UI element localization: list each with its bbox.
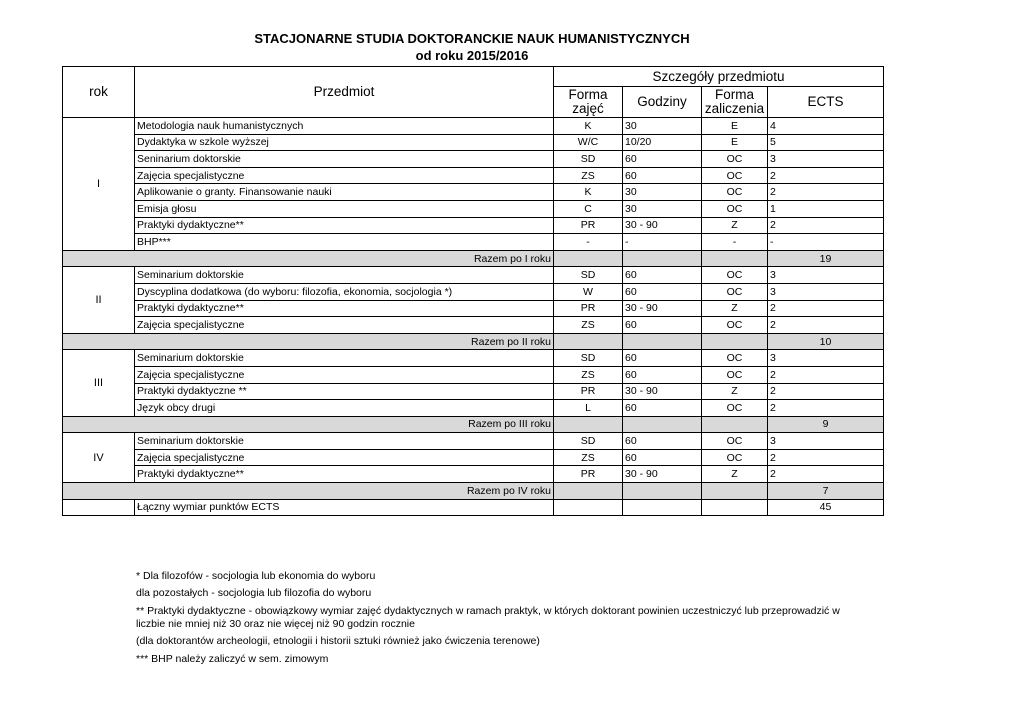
assessment-cell: OC	[702, 283, 768, 300]
ects-cell: 3	[768, 283, 884, 300]
hours-cell: 60	[623, 433, 702, 450]
subject-cell: Dyscyplina dodatkowa (do wyboru: filozofia, ekonomia, socjologia *)	[135, 283, 554, 300]
hours-cell: 30	[623, 118, 702, 135]
form-cell: W/C	[554, 134, 623, 151]
subject-cell: Zajęcia specjalistyczne	[135, 449, 554, 466]
empty-cell	[623, 499, 702, 516]
assessment-cell: OC	[702, 317, 768, 334]
hours-cell: 60	[623, 400, 702, 417]
form-cell: W	[554, 283, 623, 300]
header-przedmiot: Przedmiot	[135, 67, 554, 118]
curriculum-table	[62, 66, 884, 516]
assessment-cell: Z	[702, 383, 768, 400]
footnote-2: ** Praktyki dydaktyczne - obowiązkowy wymiar zajęć dydaktycznych w ramach praktyk, w których doktorant powinien uczestniczyć lub przeprowadzić w liczbie nie mniej niż 30 oraz nie więcej niż 90 godzin rocznie	[136, 605, 840, 630]
subject-cell: Zajęcia specjalistyczne	[135, 317, 554, 334]
table-row	[63, 234, 884, 251]
assessment-cell: OC	[702, 366, 768, 383]
ects-cell: 2	[768, 466, 884, 483]
subject-cell: Metodologia nauk humanistycznych	[135, 118, 554, 135]
year-total-value: 9	[768, 416, 884, 433]
hours-cell: 30 - 90	[623, 383, 702, 400]
hours-cell: 10/20	[623, 134, 702, 151]
hours-cell: 60	[623, 366, 702, 383]
table-row	[63, 134, 884, 151]
hours-cell: 30 - 90	[623, 300, 702, 317]
grand-total-row	[63, 499, 884, 516]
ects-cell: 1	[768, 200, 884, 217]
ects-cell: -	[768, 234, 884, 251]
table-row	[63, 283, 884, 300]
footnote-1b: dla pozostałych - socjologia lub filozofia do wyboru	[136, 587, 372, 599]
form-cell: C	[554, 200, 623, 217]
hours-cell: 30 - 90	[623, 466, 702, 483]
table-row	[63, 200, 884, 217]
ects-cell: 4	[768, 118, 884, 135]
year-total-row	[63, 416, 884, 433]
ects-cell: 2	[768, 400, 884, 417]
hours-cell: 60	[623, 283, 702, 300]
hours-cell: 60	[623, 449, 702, 466]
header-rok: rok	[63, 67, 135, 118]
form-cell: SD	[554, 350, 623, 367]
empty-cell	[554, 333, 623, 350]
year-total-label: Razem po III roku	[63, 416, 554, 433]
assessment-cell: OC	[702, 449, 768, 466]
year-total-row	[63, 250, 884, 267]
year-cell: III	[63, 350, 135, 416]
year-total-row	[63, 483, 884, 500]
document-title: STACJONARNE STUDIA DOKTORANCKIE NAUK HUMANISTYCZNYCH	[254, 31, 690, 46]
header-godziny: Godziny	[623, 87, 702, 118]
table-row	[63, 400, 884, 417]
empty-cell	[702, 483, 768, 500]
assessment-cell: OC	[702, 167, 768, 184]
table-row	[63, 317, 884, 334]
subject-cell: Język obcy drugi	[135, 400, 554, 417]
ects-cell: 3	[768, 151, 884, 168]
subject-cell: Seninarium doktorskie	[135, 151, 554, 168]
subject-cell: Seminarium doktorskie	[135, 350, 554, 367]
form-cell: SD	[554, 267, 623, 284]
form-cell: K	[554, 118, 623, 135]
ects-cell: 3	[768, 350, 884, 367]
header-szczegoly: Szczegóły przedmiotu	[554, 67, 884, 87]
footnote-2b: (dla doktorantów archeologii, etnologii i historii sztuki również jako ćwiczenia terenowe)	[136, 635, 540, 647]
form-cell: -	[554, 234, 623, 251]
table-row	[63, 184, 884, 201]
table-row	[63, 267, 884, 284]
subject-cell: Zajęcia specjalistyczne	[135, 167, 554, 184]
table-row	[63, 167, 884, 184]
ects-cell: 2	[768, 449, 884, 466]
assessment-cell: E	[702, 134, 768, 151]
table-row	[63, 433, 884, 450]
table-row	[63, 300, 884, 317]
subject-cell: Praktyki dydaktyczne**	[135, 217, 554, 234]
empty-cell	[554, 416, 623, 433]
header-ects: ECTS	[768, 87, 884, 118]
assessment-cell: Z	[702, 300, 768, 317]
ects-cell: 3	[768, 267, 884, 284]
hours-cell: 60	[623, 350, 702, 367]
subject-cell: Emisja głosu	[135, 200, 554, 217]
table-row	[63, 449, 884, 466]
empty-cell	[554, 483, 623, 500]
table-row	[63, 350, 884, 367]
assessment-cell: Z	[702, 466, 768, 483]
assessment-cell: OC	[702, 184, 768, 201]
empty-cell	[623, 333, 702, 350]
ects-cell: 2	[768, 383, 884, 400]
subject-cell: Praktyki dydaktyczne**	[135, 300, 554, 317]
form-cell: ZS	[554, 317, 623, 334]
assessment-cell: OC	[702, 433, 768, 450]
assessment-cell: OC	[702, 151, 768, 168]
ects-cell: 2	[768, 167, 884, 184]
form-cell: ZS	[554, 449, 623, 466]
empty-cell	[623, 250, 702, 267]
empty-cell	[63, 499, 135, 516]
footnote-1: * Dla filozofów - socjologia lub ekonomia do wyboru	[136, 570, 376, 582]
year-cell: IV	[63, 433, 135, 483]
year-total-value: 7	[768, 483, 884, 500]
assessment-cell: OC	[702, 267, 768, 284]
table-row	[63, 118, 884, 135]
assessment-cell: E	[702, 118, 768, 135]
ects-cell: 3	[768, 433, 884, 450]
empty-cell	[623, 416, 702, 433]
year-cell: I	[63, 118, 135, 251]
year-total-row	[63, 333, 884, 350]
header-forma-zajec: Forma zajęć	[554, 87, 623, 118]
header-row	[63, 67, 884, 87]
subject-cell: Seminarium doktorskie	[135, 267, 554, 284]
subject-cell: Praktyki dydaktyczne **	[135, 383, 554, 400]
table-row	[63, 217, 884, 234]
year-total-value: 10	[768, 333, 884, 350]
subject-cell: Aplikowanie o granty. Finansowanie nauki	[135, 184, 554, 201]
form-cell: SD	[554, 151, 623, 168]
assessment-cell: Z	[702, 217, 768, 234]
form-cell: PR	[554, 383, 623, 400]
ects-cell: 2	[768, 217, 884, 234]
year-total-value: 19	[768, 250, 884, 267]
hours-cell: 60	[623, 167, 702, 184]
empty-cell	[554, 499, 623, 516]
hours-cell: 60	[623, 267, 702, 284]
table-row	[63, 383, 884, 400]
hours-cell: 30	[623, 200, 702, 217]
hours-cell: 30 - 90	[623, 217, 702, 234]
form-cell: PR	[554, 217, 623, 234]
year-total-label: Razem po I roku	[63, 250, 554, 267]
empty-cell	[554, 250, 623, 267]
year-total-label: Razem po IV roku	[63, 483, 554, 500]
ects-cell: 2	[768, 300, 884, 317]
subject-cell: BHP***	[135, 234, 554, 251]
footnote-3: *** BHP należy zaliczyć w sem. zimowym	[136, 653, 329, 665]
empty-cell	[702, 416, 768, 433]
form-cell: SD	[554, 433, 623, 450]
subject-cell: Praktyki dydaktyczne**	[135, 466, 554, 483]
header-forma-zaliczenia: Forma zaliczenia	[702, 87, 768, 118]
hours-cell: 60	[623, 317, 702, 334]
hours-cell: 60	[623, 151, 702, 168]
subject-cell: Zajęcia specjalistyczne	[135, 366, 554, 383]
form-cell: ZS	[554, 366, 623, 383]
subject-cell: Dydaktyka w szkole wyższej	[135, 134, 554, 151]
assessment-cell: OC	[702, 200, 768, 217]
empty-cell	[623, 483, 702, 500]
grand-total-value: 45	[768, 499, 884, 516]
ects-cell: 5	[768, 134, 884, 151]
grand-total-label: Łączny wymiar punktów ECTS	[135, 499, 554, 516]
form-cell: PR	[554, 300, 623, 317]
assessment-cell: -	[702, 234, 768, 251]
hours-cell: 30	[623, 184, 702, 201]
empty-cell	[702, 499, 768, 516]
ects-cell: 2	[768, 184, 884, 201]
assessment-cell: OC	[702, 400, 768, 417]
form-cell: PR	[554, 466, 623, 483]
empty-cell	[702, 333, 768, 350]
form-cell: K	[554, 184, 623, 201]
document-subtitle: od roku 2015/2016	[415, 48, 529, 63]
empty-cell	[702, 250, 768, 267]
table-row	[63, 151, 884, 168]
form-cell: ZS	[554, 167, 623, 184]
ects-cell: 2	[768, 317, 884, 334]
hours-cell: -	[623, 234, 702, 251]
table-row	[63, 466, 884, 483]
ects-cell: 2	[768, 366, 884, 383]
assessment-cell: OC	[702, 350, 768, 367]
year-total-label: Razem po II roku	[63, 333, 554, 350]
subject-cell: Seminarium doktorskie	[135, 433, 554, 450]
table-row	[63, 366, 884, 383]
form-cell: L	[554, 400, 623, 417]
year-cell: II	[63, 267, 135, 333]
